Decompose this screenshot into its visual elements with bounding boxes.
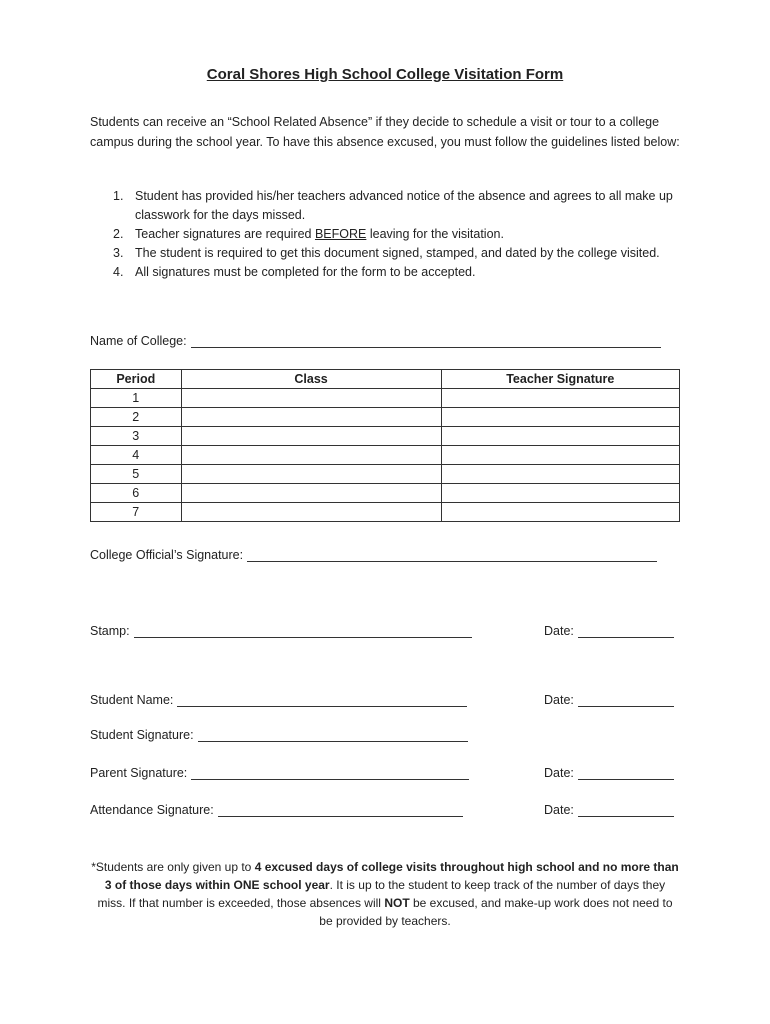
parent-signature-input[interactable] — [191, 767, 469, 780]
guideline-item — [90, 244, 690, 263]
student-name-label: Student Name: — [90, 693, 174, 707]
guideline-item — [90, 187, 690, 225]
class-cell[interactable] — [181, 503, 441, 522]
teacher-signature-cell[interactable] — [441, 427, 679, 446]
stamp-label: Stamp: — [90, 624, 130, 638]
form-title: Coral Shores High School College Visitation Form — [206, 66, 564, 83]
date-label: Date: — [544, 766, 574, 780]
period-cell: 2 — [91, 408, 182, 427]
period-cell: 5 — [91, 465, 182, 484]
parent-signature-field — [90, 766, 469, 780]
college-official-signature-input[interactable] — [247, 549, 657, 562]
student-name-field — [90, 693, 467, 707]
guidelines-list — [90, 187, 690, 282]
class-cell[interactable] — [181, 446, 441, 465]
table-row — [91, 389, 680, 408]
teacher-signature-cell[interactable] — [441, 484, 679, 503]
period-cell: 3 — [91, 427, 182, 446]
class-header: Class — [181, 370, 441, 389]
before-emphasis: BEFORE — [314, 227, 367, 241]
footer-bold: 4 excused days of college visits throughout high school and no more than 3 of those days within ONE school year — [104, 860, 679, 892]
guideline-text: Student has provided his/her teachers advanced notice of the absence and agrees to all make up classwork for the days missed. — [135, 189, 673, 222]
class-cell[interactable] — [181, 465, 441, 484]
parent-date-field — [544, 766, 674, 780]
period-cell: 1 — [91, 389, 182, 408]
teacher-signature-header: Teacher Signature — [441, 370, 679, 389]
period-header: Period — [91, 370, 182, 389]
table-row — [91, 446, 680, 465]
date-label: Date: — [544, 693, 574, 707]
teacher-signature-cell[interactable] — [441, 465, 679, 484]
guideline-text: Teacher signatures are required — [135, 227, 315, 241]
student-name-input[interactable] — [177, 694, 467, 707]
stamp-date-field — [544, 624, 674, 638]
class-cell[interactable] — [181, 484, 441, 503]
attendance-signature-input[interactable] — [218, 804, 463, 817]
student-signature-field — [90, 728, 468, 742]
date-label: Date: — [544, 803, 574, 817]
student-date-input[interactable] — [578, 694, 674, 707]
parent-signature-label: Parent Signature: — [90, 766, 188, 780]
attendance-signature-label: Attendance Signature: — [90, 803, 214, 817]
footer-note — [90, 858, 680, 930]
student-signature-label: Student Signature: — [90, 728, 194, 742]
class-signature-table — [90, 369, 680, 522]
table-row — [91, 427, 680, 446]
attendance-signature-field — [90, 803, 463, 817]
class-cell[interactable] — [181, 389, 441, 408]
table-header-row — [91, 370, 680, 389]
student-signature-input[interactable] — [198, 729, 468, 742]
table-row — [91, 408, 680, 427]
college-official-signature-field — [90, 548, 657, 562]
table-row — [91, 484, 680, 503]
class-cell[interactable] — [181, 408, 441, 427]
table-row — [91, 503, 680, 522]
footer-bold-not: NOT — [384, 896, 410, 910]
stamp-date-input[interactable] — [578, 625, 674, 638]
teacher-signature-cell[interactable] — [441, 446, 679, 465]
guideline-number: 2. — [113, 227, 124, 241]
guideline-number: 3. — [113, 246, 124, 260]
stamp-field — [90, 624, 472, 638]
period-cell: 4 — [91, 446, 182, 465]
intro-paragraph: Students can receive an “School Related Absence” if they decide to schedule a visit or tour to a college campus during the school year. To have this absence excused, you must follow the guidelines listed below: — [90, 115, 680, 149]
footer-text: be excused, and make-up work does not need to be provided by teachers. — [319, 896, 673, 928]
teacher-signature-cell[interactable] — [441, 503, 679, 522]
table-row — [91, 465, 680, 484]
stamp-input[interactable] — [134, 625, 472, 638]
college-name-input[interactable] — [191, 335, 661, 348]
footer-text: *Students are only given up to — [91, 860, 255, 874]
student-date-field — [544, 693, 674, 707]
attendance-date-field — [544, 803, 674, 817]
guideline-text: The student is required to get this document signed, stamped, and dated by the college visited. — [135, 246, 660, 260]
teacher-signature-cell[interactable] — [441, 408, 679, 427]
guideline-text: All signatures must be completed for the form to be accepted. — [135, 265, 476, 279]
attendance-date-input[interactable] — [578, 804, 674, 817]
period-cell: 7 — [91, 503, 182, 522]
guideline-item — [90, 263, 690, 282]
guideline-item — [90, 225, 690, 244]
college-official-signature-label: College Official’s Signature: — [90, 548, 244, 562]
date-label: Date: — [544, 624, 574, 638]
college-name-field — [90, 334, 661, 348]
guideline-text: leaving for the visitation. — [366, 227, 504, 241]
parent-date-input[interactable] — [578, 767, 674, 780]
teacher-signature-cell[interactable] — [441, 389, 679, 408]
class-cell[interactable] — [181, 427, 441, 446]
guideline-number: 1. — [113, 189, 124, 203]
college-name-label: Name of College: — [90, 334, 187, 348]
period-cell: 6 — [91, 484, 182, 503]
guideline-number: 4. — [113, 265, 124, 279]
footer-text: . It is up to the student to keep track of the number of days they miss. If that number is exceeded, those absences will — [97, 878, 666, 910]
